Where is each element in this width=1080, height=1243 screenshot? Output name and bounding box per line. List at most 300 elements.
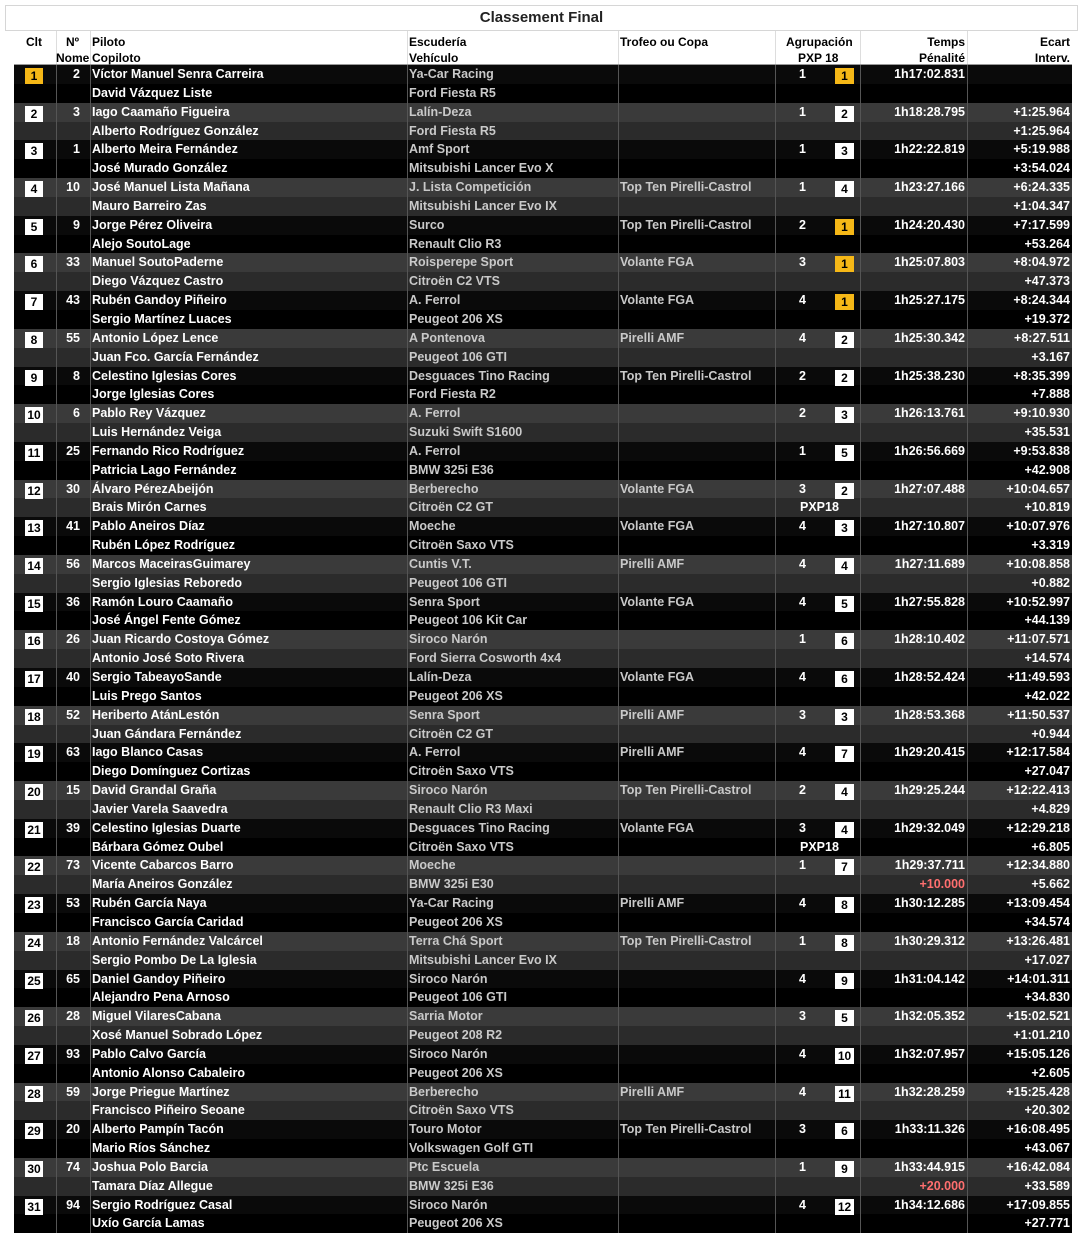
table-row[interactable] [14,1158,1072,1196]
driver-name: Heriberto AtánLestón [92,707,220,722]
column-divider [967,932,968,970]
team-name: Berberecho [409,481,479,496]
total-time: 1h32:05.352 [894,1009,965,1024]
car-number: 20 [66,1122,80,1137]
car-number: 10 [66,180,80,195]
row-line-top [14,668,1072,687]
gap-to-leader: +8:27.511 [1014,330,1070,345]
class-position-badge: 7 [835,746,854,762]
car-model: Ford Fiesta R5 [409,123,496,138]
gap-interval: +1:01.210 [1013,1028,1070,1043]
header-no[interactable]: Nº [66,35,80,49]
column-divider [967,1045,968,1083]
codriver-name: Mauro Barreiro Zas [92,198,207,213]
total-time: 1h30:29.312 [894,933,965,948]
column-divider [860,894,861,932]
table-row[interactable] [14,517,1072,555]
table-row[interactable] [14,894,1072,932]
row-line-top [14,1045,1072,1064]
row-line-bottom [14,951,1072,970]
column-divider [775,932,776,970]
row-line-bottom [14,649,1072,668]
total-time: 1h26:13.761 [894,406,965,421]
total-time: 1h24:20.430 [894,217,965,232]
gap-to-leader: +14:01.311 [1007,971,1070,986]
group-value: 1 [799,1159,806,1174]
team-name: Siroco Narón [409,632,488,647]
car-model: Renault Clio R3 Maxi [409,801,533,816]
column-divider [967,65,968,103]
column-divider [860,517,861,555]
column-divider [90,517,91,555]
gap-interval: +5.662 [1031,877,1070,892]
codriver-name: Antonio José Soto Rivera [92,651,245,666]
header-divider [618,31,619,64]
row-line-bottom [14,272,1072,291]
table-row[interactable] [14,442,1072,480]
gap-to-leader: +12:29.218 [1006,820,1070,835]
column-divider [618,480,619,518]
column-divider [618,743,619,781]
column-divider [90,1120,91,1158]
table-row[interactable] [14,932,1072,970]
car-number: 59 [66,1084,80,1099]
position-badge: 19 [25,746,43,762]
column-divider [618,329,619,367]
column-divider [967,253,968,291]
gap-to-leader: +11:49.593 [1007,670,1070,684]
column-divider [860,404,861,442]
column-divider [618,555,619,593]
team-name: Lalín-Deza [409,104,472,119]
class-position-badge: 4 [835,822,854,838]
column-divider [967,555,968,593]
group-value: 3 [799,1122,806,1137]
gap-to-leader: +13:26.481 [1006,933,1070,948]
driver-name: Antonio López Lence [92,330,219,345]
column-divider [775,480,776,518]
codriver-name: Juan Gándara Fernández [92,726,242,741]
table-row[interactable] [14,593,1072,631]
header-ecart[interactable]: Ecart [1039,35,1070,49]
column-divider [775,1120,776,1158]
table-row[interactable] [14,856,1072,894]
car-number: 1 [73,142,80,157]
position-badge: 16 [25,633,43,649]
column-divider [860,819,861,857]
column-divider [860,706,861,744]
column-divider [775,367,776,405]
column-divider [56,1196,57,1234]
driver-name: Jorge Priegue Martínez [92,1084,230,1099]
gap-interval: +3:54.024 [1013,161,1070,176]
row-line-bottom [14,159,1072,178]
column-divider [860,856,861,894]
car-model: Peugeot 206 XS [409,688,503,703]
column-divider [90,291,91,329]
class-position-badge: 3 [835,709,854,725]
column-divider [56,1083,57,1121]
codriver-name: María Aneiros González [92,877,233,892]
class-position-badge: 4 [835,181,854,197]
car-number: 2 [73,67,80,81]
header-penalite: Pénalité [918,51,965,65]
row-line-top [14,65,1072,84]
column-divider [860,555,861,593]
group-value: 1 [799,443,806,458]
column-divider [56,593,57,631]
gap-to-leader: +10:04.657 [1006,481,1070,496]
codriver-name: Alejandro Pena Arnoso [92,990,230,1005]
table-row[interactable] [14,103,1072,141]
table-row[interactable] [14,781,1072,819]
column-divider [775,216,776,254]
gap-interval: +19.372 [1024,311,1070,326]
car-model: Citroën Saxo VTS [409,839,514,854]
column-divider [56,856,57,894]
gap-to-leader: +1:25.964 [1013,104,1070,119]
column-divider [90,781,91,819]
column-divider [56,555,57,593]
team-name: Amf Sport [409,142,470,157]
row-line-bottom [14,988,1072,1007]
class-position-badge: 12 [835,1199,854,1215]
gap-to-leader: +8:35.399 [1013,368,1070,383]
gap-to-leader: +17:09.855 [1006,1197,1070,1212]
group-value: 4 [799,330,806,345]
gap-to-leader: +11:07.571 [1007,632,1070,647]
trophy-name: Pirelli AMF [620,745,685,760]
column-divider [775,743,776,781]
gap-interval: +35.531 [1024,425,1070,440]
table-row[interactable] [14,1007,1072,1045]
team-name: Siroco Narón [409,1046,488,1061]
group-value: 2 [799,368,806,383]
table-row[interactable] [14,291,1072,329]
table-row[interactable] [14,819,1072,857]
group-value: 1 [799,67,806,81]
class-position-badge: 3 [835,520,854,536]
column-divider [775,442,776,480]
trophy-name: Volante FGA [620,481,695,496]
driver-name: Jorge Pérez Oliveira [92,217,213,232]
car-model: Peugeot 106 GTI [409,990,507,1005]
team-name: Desguaces Tino Racing [409,368,550,383]
column-divider [618,404,619,442]
driver-name: Joshua Polo Barcia [92,1159,209,1174]
header-clt[interactable]: Clt [26,35,42,49]
table-header [14,31,1072,65]
class-position-badge: 2 [835,370,854,386]
row-line-bottom [14,348,1072,367]
column-divider [618,1007,619,1045]
column-divider [860,932,861,970]
total-time: 1h31:04.142 [894,971,965,986]
header-trofeo[interactable]: Trofeo ou Copa [620,35,708,49]
column-divider [860,970,861,1008]
table-row[interactable] [14,1045,1072,1083]
total-time: 1h25:07.803 [894,255,965,270]
group-value: 4 [799,1046,806,1061]
position-badge: 27 [25,1048,43,1064]
car-model: BMW 325i E36 [409,1178,494,1193]
column-divider [775,781,776,819]
row-line-bottom [14,385,1072,404]
column-divider [860,480,861,518]
column-divider [56,216,57,254]
gap-interval: +0.944 [1031,726,1070,741]
codriver-name: Juan Fco. García Fernández [92,349,259,364]
column-divider [56,103,57,141]
column-divider [967,291,968,329]
column-divider [967,1007,968,1045]
gap-interval: +43.067 [1024,1141,1070,1156]
column-divider [56,894,57,932]
column-divider [407,706,408,744]
total-time: 1h28:53.368 [894,707,965,722]
header-interv: Interv. [1034,51,1070,65]
column-divider [407,819,408,857]
total-time: 1h29:20.415 [894,745,965,760]
table-row[interactable] [14,743,1072,781]
gap-to-leader: +7:17.599 [1013,217,1070,232]
position-badge: 13 [25,520,43,536]
column-divider [407,517,408,555]
codriver-name: Francisco García Caridad [92,914,244,929]
table-row[interactable] [14,706,1072,744]
car-number: 18 [66,933,80,948]
row-line-bottom [14,423,1072,442]
column-divider [56,630,57,668]
team-name: Ya-Car Racing [409,67,494,81]
car-number: 43 [66,293,80,308]
class-position-badge: 5 [835,1010,854,1026]
car-number: 8 [73,368,80,383]
column-divider [90,404,91,442]
row-line-bottom [14,1101,1072,1120]
column-divider [90,367,91,405]
car-number: 39 [66,820,80,835]
table-row[interactable] [14,1083,1072,1121]
column-divider [407,1158,408,1196]
header-nome: Nome [56,51,90,65]
column-divider [618,216,619,254]
header-agrupacion[interactable]: Agrupación [786,35,853,49]
column-divider [775,404,776,442]
class-position-badge: 1 [835,256,854,272]
codriver-name: Sergio Martínez Luaces [92,311,232,326]
car-model: Citroën C2 VTS [409,274,500,289]
table-row[interactable] [14,1196,1072,1234]
column-divider [618,1045,619,1083]
column-divider [56,1158,57,1196]
table-row[interactable] [14,630,1072,668]
position-badge: 12 [25,483,43,499]
driver-name: Fernando Rico Rodríguez [92,443,245,458]
group-value: 3 [799,255,806,270]
table-row[interactable] [14,253,1072,291]
penalty-time: +10.000 [919,877,965,892]
column-divider [967,103,968,141]
gap-interval: +42.022 [1024,688,1070,703]
group-value: 4 [799,745,806,760]
column-divider [56,781,57,819]
car-model: Volkswagen Golf GTI [409,1141,534,1156]
row-line-bottom [14,762,1072,781]
team-name: Ya-Car Racing [409,896,494,911]
row-line-top [14,894,1072,913]
driver-name: David Grandal Graña [92,783,217,798]
table-row[interactable] [14,140,1072,178]
row-line-bottom [14,1139,1072,1158]
class-position-badge: 1 [835,219,854,235]
team-name: J. Lista Competición [409,180,532,195]
row-line-top [14,1083,1072,1102]
gap-interval: +1:25.964 [1013,123,1070,138]
car-number: 28 [66,1009,80,1024]
column-divider [90,743,91,781]
row-line-top [14,442,1072,461]
header-pxp: PXP 18 [798,51,839,65]
column-divider [860,291,861,329]
header-temps[interactable]: Temps [927,35,965,49]
column-divider [618,1196,619,1234]
column-divider [860,668,861,706]
class-position-badge: 8 [835,897,854,913]
team-name: A Pontenova [409,330,485,345]
column-divider [407,442,408,480]
group-value: 1 [799,933,806,948]
gap-interval: +42.908 [1024,462,1070,477]
car-model: Ford Sierra Cosworth 4x4 [409,651,562,666]
codriver-name: Rubén López Rodríguez [92,538,236,553]
position-badge: 9 [25,370,43,386]
group-value: 4 [799,519,806,534]
column-divider [90,253,91,291]
row-line-top [14,743,1072,762]
header-escuderia[interactable]: Escudería [409,35,467,49]
gap-interval: +6.805 [1031,839,1070,854]
column-divider [967,216,968,254]
row-line-top [14,593,1072,612]
column-divider [407,404,408,442]
codriver-name: David Vázquez Liste [92,85,213,100]
class-position-badge: 5 [835,596,854,612]
column-divider [775,178,776,216]
codriver-name: José Ángel Fente Gómez [92,613,241,628]
header-divider [90,31,91,64]
table-row[interactable] [14,555,1072,593]
row-line-bottom [14,122,1072,141]
table-row[interactable] [14,65,1072,103]
table-row[interactable] [14,367,1072,405]
position-badge: 26 [25,1010,43,1026]
table-row[interactable] [14,404,1072,442]
total-time: 1h27:11.689 [894,556,965,571]
class-position-badge: 1 [835,294,854,310]
column-divider [775,668,776,706]
total-time: 1h18:28.795 [894,104,965,119]
position-badge: 6 [25,256,43,272]
gap-to-leader: +15:02.521 [1006,1009,1070,1024]
total-time: 1h32:28.259 [894,1084,965,1099]
car-number: 56 [66,556,80,571]
group-value: 1 [799,858,806,873]
column-divider [56,517,57,555]
gap-to-leader: +15:25.428 [1006,1084,1070,1099]
gap-interval: +34.574 [1024,914,1070,929]
gap-interval: +14.574 [1024,651,1070,666]
table-row[interactable] [14,480,1072,518]
column-divider [56,404,57,442]
codriver-name: José Murado González [92,161,228,176]
column-divider [56,819,57,857]
team-name: Terra Chá Sport [409,933,503,948]
group-value: 4 [799,670,806,684]
trophy-name: Pirelli AMF [620,1084,685,1099]
column-divider [967,668,968,706]
column-divider [407,743,408,781]
table-row[interactable] [14,178,1072,216]
group-value: 2 [799,217,806,232]
table-row[interactable] [14,970,1072,1008]
class-position-badge: 2 [835,332,854,348]
driver-name: José Manuel Lista Mañana [92,180,250,195]
team-name: Berberecho [409,1084,479,1099]
gap-interval: +20.302 [1024,1103,1070,1118]
table-row[interactable] [14,1120,1072,1158]
penalty-time: +20.000 [919,1178,965,1193]
column-divider [90,706,91,744]
table-row[interactable] [14,668,1072,706]
team-name: A. Ferrol [409,293,461,308]
class-position-badge: 6 [835,671,854,687]
car-model: BMW 325i E30 [409,877,494,892]
team-name: Surco [409,217,445,232]
column-divider [407,480,408,518]
class-position-badge: 7 [835,859,854,875]
column-divider [407,103,408,141]
header-divider [967,31,968,64]
column-divider [860,65,861,103]
team-name: Desguaces Tino Racing [409,820,550,835]
trophy-name: Top Ten Pirelli-Castrol [620,933,752,948]
column-divider [407,1007,408,1045]
header-piloto[interactable]: Piloto [92,35,126,49]
codriver-name: Diego Domínguez Cortizas [92,764,251,779]
position-badge: 18 [25,709,43,725]
column-divider [618,781,619,819]
column-divider [860,1158,861,1196]
column-divider [56,1045,57,1083]
row-line-bottom [14,611,1072,630]
column-divider [407,1083,408,1121]
column-divider [618,970,619,1008]
group-value: 4 [799,896,806,911]
car-number: 94 [66,1197,80,1212]
column-divider [967,442,968,480]
codriver-name: Francisco Piñeiro Seoane [92,1103,245,1118]
row-line-top [14,932,1072,951]
position-badge: 20 [25,784,43,800]
column-divider [967,367,968,405]
gap-to-leader: +10:08.858 [1006,556,1070,571]
row-line-top [14,216,1072,235]
team-name: Lalín-Deza [409,670,472,684]
gap-to-leader: +6:24.335 [1013,180,1070,195]
table-row[interactable] [14,216,1072,254]
table-row[interactable] [14,329,1072,367]
